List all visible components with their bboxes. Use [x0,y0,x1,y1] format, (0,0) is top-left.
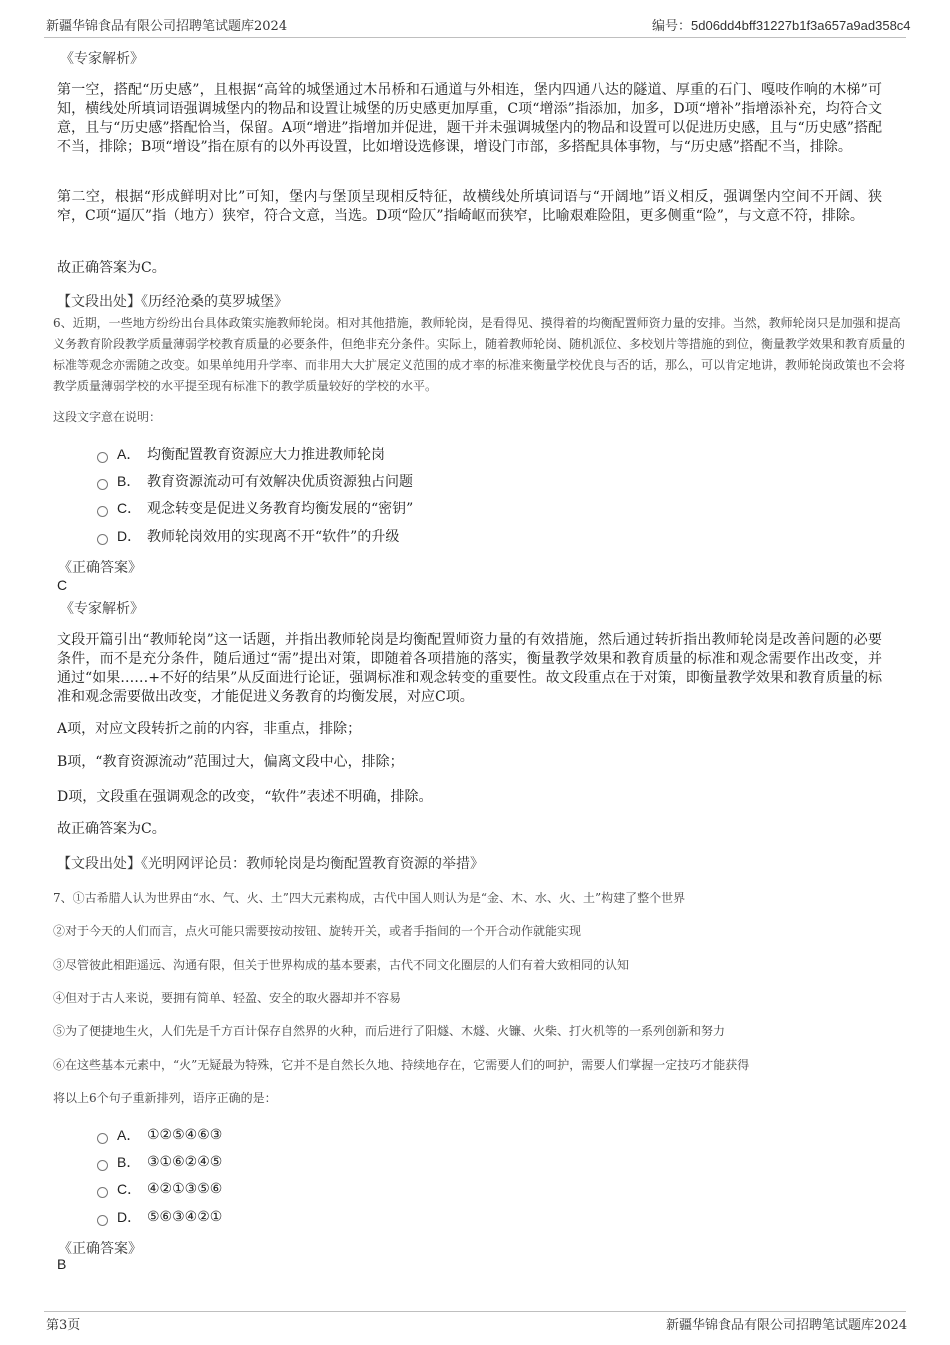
q7-sentence-3: ③尽管彼此相距遥远、沟通有限，但关于世界构成的基本要素，古代不同文化圈层的人们有着大致相同的认知 [53,958,630,972]
q5-source: 【文段出处】《历经沧桑的莫罗城堡》 [57,294,288,310]
option-text: 观念转变是促进义务教育均衡发展的“密钥” [147,501,414,517]
q7-question: 将以上6个句子重新排列，语序正确的是： [53,1091,277,1105]
q7-option-c[interactable] [97,1179,222,1199]
q5-answer-text: 故正确答案为C。 [57,260,166,276]
radio-icon[interactable] [97,479,108,490]
option-text: ③①⑥②④⑤ [147,1154,223,1170]
option-text: ⑤⑥③④②① [147,1209,223,1225]
radio-icon[interactable] [97,1215,108,1226]
q7-sentence-1: 7、①古希腊人认为世界由“水、气、火、土”四大元素构成，古代中国人则认为是“金、木、水、火、土”构建了整个世界 [53,891,686,905]
footer-page: 第3页 [46,1318,81,1333]
q6-option-c[interactable] [97,498,413,518]
q6-option-a[interactable] [97,444,385,464]
footer-company: 新疆华锦食品有限公司招聘笔试题库2024 [666,1318,908,1333]
q6-source: 【文段出处】《光明网评论员：教师轮岗是均衡配置教育资源的举措》 [57,856,484,872]
radio-icon[interactable] [97,1160,108,1171]
q6-option-d[interactable] [97,526,399,546]
radio-icon[interactable] [97,452,108,463]
radio-icon[interactable] [97,1133,108,1144]
option-text: ④②①③⑤⑥ [147,1181,223,1197]
q5-analysis-2: 第二空，根据“形成鲜明对比”可知，堡内与堡顶呈现相反特征，故横线处所填词语与“开阔地”语义相反，强调堡内空间不开阔、狭窄，C项“逼仄”指（地方）狭窄，符合文意，当选。D项“险仄”指崎岖而狭窄，比喻艰难险阻，更多侧重“险”，与文意不符，排除。 [57,189,882,224]
q6-answer-label: 《正确答案》 [58,560,142,576]
q7-option-b[interactable] [97,1152,222,1172]
q6-question: 这段文字意在说明： [53,410,162,424]
q7-sentence-5: ⑤为了便捷地生火，人们先是千方百计保存自然界的火种，而后进行了阳燧、木燧、火镰、火柴、打火机等的一系列创新和努力 [53,1024,726,1038]
option-letter: B． [117,473,141,489]
q6-answer-text: 故正确答案为C。 [57,821,166,837]
q6-answer: C [57,577,68,593]
q6-analysis-4: D项，文段重在强调观念的改变，“软件”表述不明确，排除。 [57,789,433,805]
q6-stem: 6、近期，一些地方纷纷出台具体政策实施教师轮岗。相对其他措施，教师轮岗，是看得见、摸得着的均衡配置师资力量的安排。当然，教师轮岗只是加强和提高义务教育阶段教学质量薄弱学校教育质量的必要条件，但绝非充分条件。实际上，随着教师轮岗、随机派位、多校划片等措施的到位，衡量教学效果和教育质量的标准等观念亦需随之改变。如果单纯用升学率、而非用大大扩展定义范围的成才率的标准来衡量学校优良与否的话，那么，可以肯定地讲，教师轮岗政策也不会将教学质量薄弱学校的水平提至现有标准下的教学质量较好的学校的水平。 [53,316,906,393]
footer-divider [44,1311,906,1312]
option-letter: A． [117,446,141,462]
q6-analysis-1: 文段开篇引出“教师轮岗”这一话题，并指出教师轮岗是均衡配置师资力量的有效措施，然后通过转折指出教师轮岗是改善问题的必要条件，而不是充分条件，随后通过“需”提出对策，即随着各项措施的落实，衡量教学效果和教育质量的标准和观念需要作出改变，并通过“如果……+不好的结果”从反面进行论证，强调标准和观念转变的重要性。故文段重点在于对策，即衡量教学效果和教育质量的标准和观念需要做出改变，才能促进义务教育的均衡发展，对应C项。 [57,632,882,705]
q7-sentence-4: ④但对于古人来说，要拥有简单、轻盈、安全的取火器却并不容易 [53,991,402,1005]
option-letter: A． [117,1127,141,1143]
option-letter: D． [117,528,142,544]
option-text: ①②⑤④⑥③ [147,1127,223,1143]
option-letter: B． [117,1154,141,1170]
q7-sentence-2: ②对于今天的人们而言，点火可能只需要按动按钮、旋转开关，或者手指间的一个开合动作就能实现 [53,924,582,938]
q5-analysis-1: 第一空，搭配“历史感”，且根据“高耸的城堡通过木吊桥和石通道与外相连，堡内四通八达的隧道、厚重的石门、嘎吱作响的木梯”可知，横线处所填词语强调城堡内的物品和设置让城堡的历史感更加厚重，C项“增添”指添加，加多，D项“增补”指增添补充，均符合文意，且与“历史感”搭配恰当，保留。A项“增进”指增加并促进，题干并未强调城堡内的物品和设置可以促进历史感，且与“历史感”搭配不当，排除；B项“增设”指在原有的以外再设置，比如增设选修课，增设门市部，多搭配具体事物，与“历史感”搭配不当，排除。 [57,82,882,155]
radio-icon[interactable] [97,506,108,517]
option-letter: D． [117,1209,142,1225]
option-text: 教师轮岗效用的实现离不开“软件”的升级 [147,529,400,545]
q7-answer-label: 《正确答案》 [58,1241,142,1257]
q7-option-a[interactable] [97,1125,222,1145]
option-letter: C． [117,1181,142,1197]
q6-analysis-3: B项，“教育资源流动”范围过大，偏离文段中心，排除； [57,754,404,770]
radio-icon[interactable] [97,534,108,545]
header-divider [44,37,906,38]
header-doc-id: 编号：5d06dd4bff31227b1f3a657a9ad358c4 [652,18,911,33]
q6-expert-label: 《专家解析》 [60,601,144,617]
q5-expert-label: 《专家解析》 [60,51,144,67]
q7-sentence-6: ⑥在这些基本元素中，“火”无疑最为特殊，它并不是自然长久地、持续地存在，它需要人们的呵护，需要人们掌握一定技巧才能获得 [53,1058,750,1072]
header-company: 新疆华锦食品有限公司招聘笔试题库2024 [46,19,288,34]
q6-option-b[interactable] [97,471,413,491]
q6-analysis-2: A项，对应文段转折之前的内容，非重点，排除； [57,721,362,737]
q7-answer: B [57,1256,67,1272]
option-letter: C． [117,500,142,516]
option-text: 教育资源流动可有效解决优质资源独占问题 [147,474,413,490]
radio-icon[interactable] [97,1187,108,1198]
q7-option-d[interactable] [97,1207,222,1227]
option-text: 均衡配置教育资源应大力推进教师轮岗 [147,447,385,463]
